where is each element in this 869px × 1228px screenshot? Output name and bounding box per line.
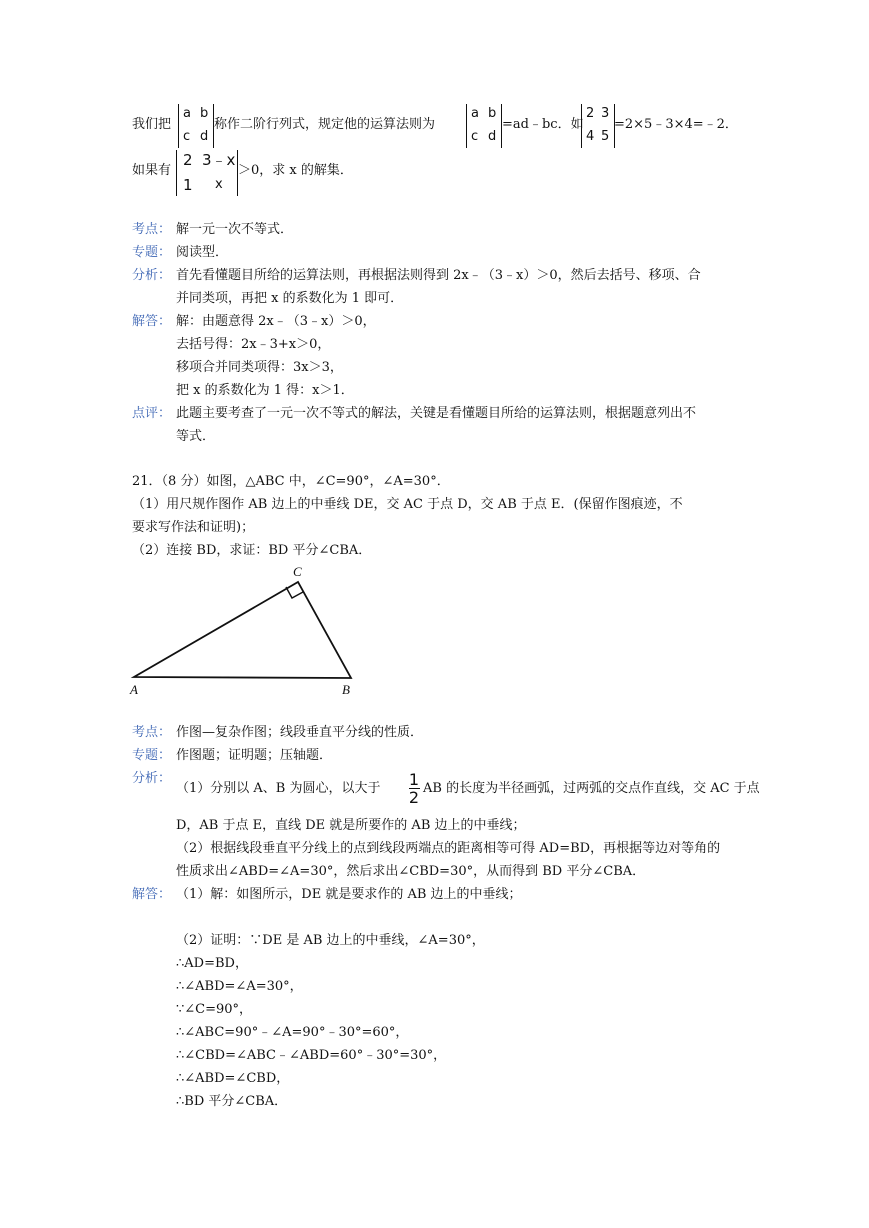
triangle-figure [126, 560, 366, 700]
zhuanti-text: 作图题；证明题；压轴题． [176, 748, 333, 763]
label-dianping: 点评： [132, 406, 172, 421]
fenxi-text-2: 并同类项，再把 x 的系数化为 1 即可． [176, 291, 404, 306]
jieda-text-2: 去括号得：2x﹣3+x＞0， [176, 337, 331, 352]
fenxi-text-2: D，AB 于点 E，直线 DE 就是所要作的 AB 边上的中垂线； [176, 818, 526, 833]
fenxi-text-1: 首先看懂题目所给的运算法则，再根据法则得到 2x﹣（3﹣x）＞0，然后去括号、移项、合 [176, 268, 701, 283]
vertex-label-b: B [342, 682, 350, 697]
fenxi-text-1a: （1）分别以 A、B 为圆心，以大于 [176, 781, 381, 796]
determinant-example [581, 104, 615, 148]
proof-line: ∴∠ABD=∠A=30°， [176, 979, 303, 994]
label-zhuanti: 专题： [132, 748, 172, 763]
problem20-text-1d: =2×5﹣3×4=﹣2． [614, 117, 738, 132]
label-jieda: 解答： [132, 314, 172, 329]
proof-line: ∴AD=BD， [176, 956, 248, 971]
label-zhuanti: 专题： [132, 245, 172, 260]
det-entry: a [183, 106, 191, 121]
det-entry: d [488, 129, 497, 144]
triangle-abc [134, 582, 351, 678]
label-kaodian: 考点： [132, 725, 172, 740]
dianping-text-1: 此题主要考查了一元一次不等式的解法，关键是看懂题目所给的运算法则，根据题意列出不 [176, 406, 697, 421]
label-fenxi: 分析： [132, 268, 172, 283]
label-kaodian: 考点： [132, 222, 172, 237]
det-entry: 1 [183, 176, 193, 194]
proof-line: （2）证明：∵DE 是 AB 边上的中垂线，∠A=30°， [176, 933, 485, 948]
jieda-text-1: （1）解：如图所示，DE 就是要求作的 AB 边上的中垂线； [176, 887, 522, 902]
determinant-abcd-rule [466, 104, 502, 148]
zhuanti-text: 阅读型． [176, 245, 229, 260]
det-entry: 3﹣x [202, 151, 236, 169]
det-entry: 2 [586, 106, 595, 121]
label-jieda: 解答： [132, 887, 172, 902]
vertex-label-c: C [293, 564, 302, 579]
kaodian-text: 解一元一次不等式． [176, 222, 294, 237]
problem20-text-1b: 称作二阶行列式，规定他的运算法则为 [214, 117, 436, 132]
problem20-text-2b: ＞0，求 x 的解集． [238, 163, 353, 178]
problem21-line-3: 要求写作法和证明)； [132, 520, 255, 535]
proof-line: ∴∠CBD=∠ABC﹣∠ABD=60°﹣30°=30°， [176, 1048, 447, 1063]
fraction-numerator: 1 [408, 770, 420, 789]
det-entry: b [488, 106, 497, 121]
determinant-abcd [178, 104, 214, 148]
label-fenxi: 分析： [132, 771, 172, 786]
jieda-text-4: 把 x 的系数化为 1 得：x＞1． [176, 383, 354, 398]
problem21-line-4: （2）连接 BD，求证：BD 平分∠CBA． [132, 543, 372, 558]
problem20-text-1c: =ad﹣bc．如 [502, 117, 584, 132]
determinant-problem [176, 150, 238, 196]
det-entry: 5 [601, 129, 610, 144]
det-entry: c [471, 129, 479, 144]
fenxi-text-1b: AB 的长度为半径画弧，过两弧的交点作直线，交 AC 于点 [423, 781, 760, 796]
det-entry: 2 [183, 151, 193, 169]
det-entry: 4 [586, 129, 595, 144]
proof-line: ∴∠ABC=90°﹣∠A=90°﹣30°=60°， [176, 1025, 409, 1040]
proof-line: ∴BD 平分∠CBA． [176, 1094, 288, 1109]
vertex-label-a: A [130, 682, 138, 697]
det-entry: c [183, 129, 191, 144]
problem20-text-2a: 如果有 [132, 163, 172, 178]
det-entry: a [471, 106, 479, 121]
kaodian-text: 作图—复杂作图；线段垂直平分线的性质． [176, 725, 424, 740]
problem20-text-1a: 我们把 [132, 117, 172, 132]
fenxi-text-3: （2）根据线段垂直平分线上的点到线段两端点的距离相等可得 AD=BD，再根据等边对等角的 [176, 841, 721, 856]
det-entry: d [200, 129, 209, 144]
det-entry: 3 [601, 106, 610, 121]
jieda-text-1: 解：由题意得 2x﹣（3﹣x）＞0， [176, 314, 376, 329]
fraction-one-half [407, 772, 421, 805]
problem21-line-1: 21．（8 分）如图，△ABC 中，∠C=90°，∠A=30°． [132, 474, 450, 489]
det-entry: b [200, 106, 209, 121]
det-entry: x [215, 177, 223, 192]
dianping-text-2: 等式． [176, 429, 216, 444]
problem21-line-2: （1）用尺规作图作 AB 边上的中垂线 DE，交 AC 于点 D，交 AB 于点 E．(保留作图痕迹，不 [132, 497, 683, 512]
proof-line: ∴∠ABD=∠CBD， [176, 1071, 290, 1086]
proof-line: ∵∠C=90°， [176, 1002, 253, 1017]
jieda-text-3: 移项合并同类项得：3x＞3， [176, 360, 343, 375]
fenxi-text-4: 性质求出∠ABD=∠A=30°，然后求出∠CBD=30°，从而得到 BD 平分∠CBA． [176, 864, 646, 879]
fraction-denominator: 2 [408, 788, 420, 807]
right-angle-mark [286, 587, 303, 598]
